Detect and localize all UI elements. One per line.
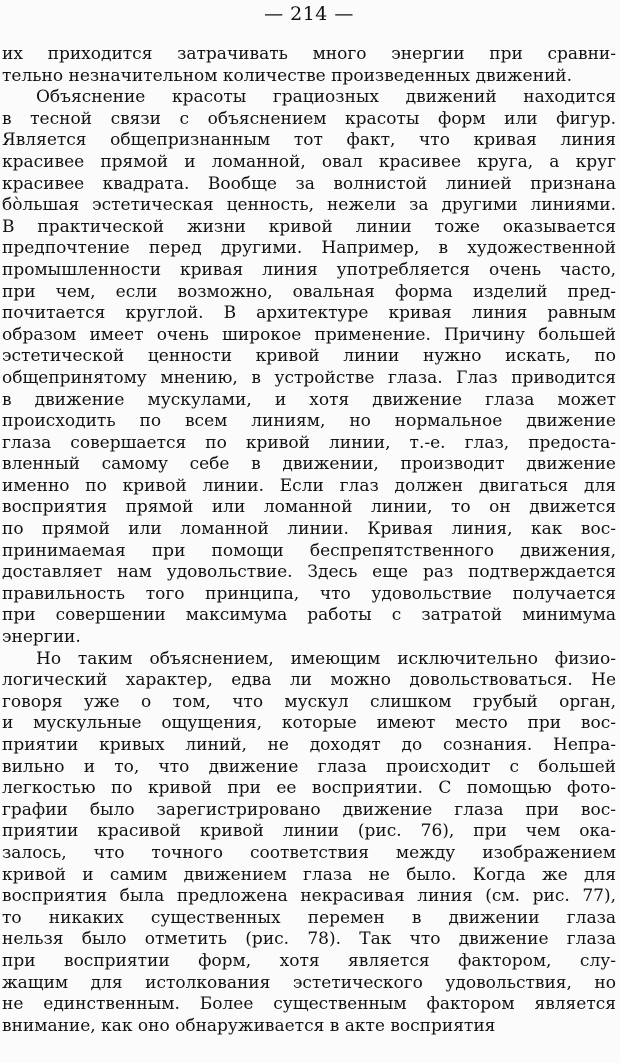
text-line: образом имеет очень широкое применение. Причину большей [2,324,616,345]
text-line: не единственным. Более существенным фактором является [2,994,616,1015]
text-line: кривой и самим движением глаза не было. Когда же для [2,864,616,885]
text-line: то никаких существенных перемен в движении глаза [2,907,616,928]
text-line: Но таким объяснением, имеющим исключительно физио- [36,648,616,669]
text-line: энергии. [2,627,81,648]
text-line: принимаемая при помощи беспрепятственного движения, [2,540,616,561]
text-line: при чем, если возможно, овальная форма изделий пред- [2,281,616,302]
text-line: восприятия была предложена некрасивая линия (см. рис. 77), [2,886,616,907]
text-line: Является общепризнанным тот факт, что кривая линия [2,130,616,151]
text-line: именно по кривой линии. Если глаз должен двигаться для [2,475,616,496]
text-line: их приходится затрачивать много энергии при сравни- [2,44,616,64]
text-line: говоря уже о том, что мускул слишком грубый орган, [2,691,616,712]
text-line: жащим для истолкования эстетического удовольствия, но [2,972,616,993]
text-line: глаза совершается по кривой линии, т.-е. глаз, предоста- [2,432,616,453]
page-number: — 214 — [264,3,354,25]
text-line: происходить по всем линиям, но нормальное движение [2,411,616,432]
text-line: восприятия прямой или ломанной линии, то он движется [2,497,616,518]
text-line: легкостью по кривой при ее восприятии. С помощью фото- [2,778,616,799]
text-line: правильность того принципа, что удовольствие получается [2,583,616,604]
text-body [2,44,616,1037]
text-line: приятии красивой кривой линии (рис. 76), при чем ока- [2,821,616,842]
text-line: почитается круглой. В архитектуре кривая линия равным [2,303,616,324]
paragraph [2,44,616,87]
text-line: общепринятому мнению, в устройстве глаза. Глаз приводится [2,367,616,388]
text-line: залось, что точного соответствия между изображением [2,842,616,863]
text-line: внимание, как оно обнаруживается в акте восприятия [2,1015,496,1036]
text-line: красивее квадрата. Вообще за волнистой линией признана [2,173,616,194]
text-line: при восприятии форм, хотя является фактором, слу- [2,950,616,971]
text-line: логический характер, едва ли можно довольствоваться. Не [2,670,616,691]
text-line: красивее прямой и ломанной, овал красивее круга, а круг [2,151,616,172]
paragraph [2,649,616,1038]
text-line: вильно и то, что движение глаза происходит с большей [2,756,616,777]
text-line: нельзя было отметить (рис. 78). Так что движение глаза [2,929,616,950]
text-line: и мускульные ощущения, которые имеют место при вос- [2,713,616,734]
text-line: бо̀льшая эстетическая ценность, нежели за другими линиями. [2,195,616,216]
text-line: доставляет нам удовольствие. Здесь еще раз подтверждается [2,562,616,583]
text-line: эстетической ценности кривой линии нужно искать, по [2,346,616,367]
text-line: тельно незначительном количестве произведенных движений. [2,65,573,86]
text-line: предпочтение перед другими. Например, в художественной [2,238,616,259]
text-line: при совершении максимума работы с затратой минимума [2,605,616,626]
paragraph [2,87,616,648]
text-line: вленный самому себе в движении, производит движение [2,454,616,475]
text-line: графии было зарегистрировано движение глаза при вос- [2,799,616,820]
text-line: в тесной связи с объяснением красоты форм или фигур. [2,108,616,129]
text-line: приятии кривых линий, не доходят до сознания. Непра- [2,735,616,755]
text-line: В практической жизни кривой линии тоже оказывается [2,216,616,237]
text-line: Объяснение красоты грациозных движений находится [36,87,616,108]
text-line: в движение мускулами, и хотя движение глаза может [2,389,616,410]
text-line: по прямой или ломанной линии. Кривая линия, как вос- [2,519,616,540]
text-line: промышленности кривая линия употребляется очень часто, [2,259,616,280]
